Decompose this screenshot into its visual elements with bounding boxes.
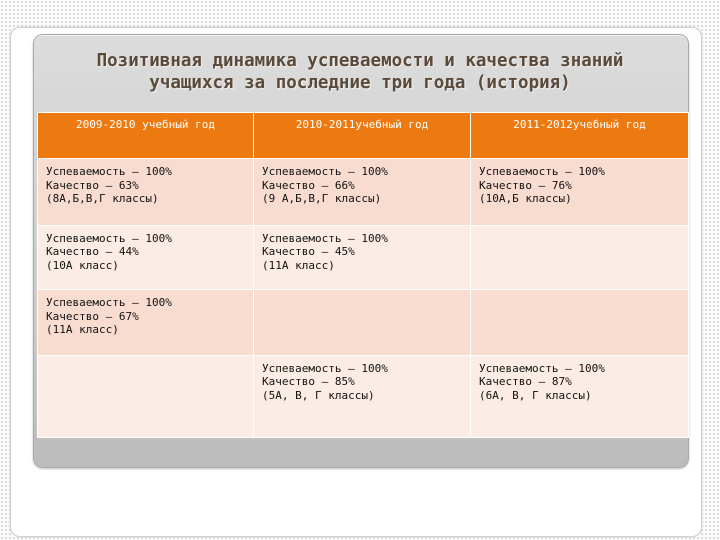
cell-line-classes: (10А,Б классы) xyxy=(479,192,572,205)
table-cell xyxy=(38,290,254,356)
table-cell xyxy=(38,225,254,290)
cell-line-classes: (11А класс) xyxy=(262,258,335,272)
table-cell-empty xyxy=(38,355,254,437)
slide-title-line-1: Позитивная динамика успеваемости и качества знаний xyxy=(96,51,624,71)
table-cell xyxy=(471,159,689,226)
header-2009-2010: 2009-2010 учебный год xyxy=(38,113,254,159)
cell-line-performance: Успеваемость – 100% xyxy=(262,165,388,178)
cell-line-performance: Успеваемость – 100% xyxy=(479,165,605,178)
cell-line-quality: Качество – 85% xyxy=(262,375,355,389)
cell-line-classes: (8А,Б,В,Г классы) xyxy=(46,192,159,205)
cell-line-classes: (11А класс) xyxy=(46,323,119,337)
performance-table xyxy=(37,112,689,438)
cell-line-quality: Качество – 63% xyxy=(46,178,139,192)
cell-line-classes: (5А, В, Г классы) xyxy=(262,388,375,402)
cell-line-classes: (10А класс) xyxy=(46,258,119,272)
table-cell xyxy=(471,355,689,437)
cell-line-performance: Успеваемость – 100% xyxy=(46,165,172,178)
slide-title xyxy=(40,50,680,94)
table-cell-empty xyxy=(471,225,689,290)
cell-line-quality: Качество – 44% xyxy=(46,245,139,259)
cell-line-performance: Успеваемость – 100% xyxy=(262,231,388,245)
cell-line-quality: Качество – 66% xyxy=(262,178,355,192)
table-cell xyxy=(254,355,471,437)
slide-title-line-2: учащихся за последние три года (история) xyxy=(149,73,571,93)
header-2011-2012: 2011-2012учебный год xyxy=(471,113,689,159)
cell-line-quality: Качество – 45% xyxy=(262,245,355,259)
cell-line-quality: Качество – 87% xyxy=(479,375,572,389)
table-cell xyxy=(254,225,471,290)
header-2010-2011: 2010-2011учебный год xyxy=(254,113,471,159)
table-row xyxy=(38,290,689,356)
cell-line-performance: Успеваемость – 100% xyxy=(46,296,172,310)
cell-line-quality: Качество – 76% xyxy=(479,178,572,192)
table-header-row xyxy=(38,113,689,159)
cell-line-performance: Успеваемость – 100% xyxy=(46,231,172,245)
table-cell-empty xyxy=(471,290,689,356)
cell-line-quality: Качество – 67% xyxy=(46,309,139,323)
cell-line-classes: (9 А,Б,В,Г классы) xyxy=(262,192,382,205)
cell-line-performance: Успеваемость – 100% xyxy=(262,361,388,375)
table-row xyxy=(38,159,689,226)
table-row xyxy=(38,225,689,290)
table-cell xyxy=(38,159,254,226)
table-row xyxy=(38,355,689,437)
table-cell xyxy=(254,159,471,226)
cell-line-performance: Успеваемость – 100% xyxy=(479,361,605,375)
cell-line-classes: (6А, В, Г классы) xyxy=(479,388,592,402)
table-cell-empty xyxy=(254,290,471,356)
